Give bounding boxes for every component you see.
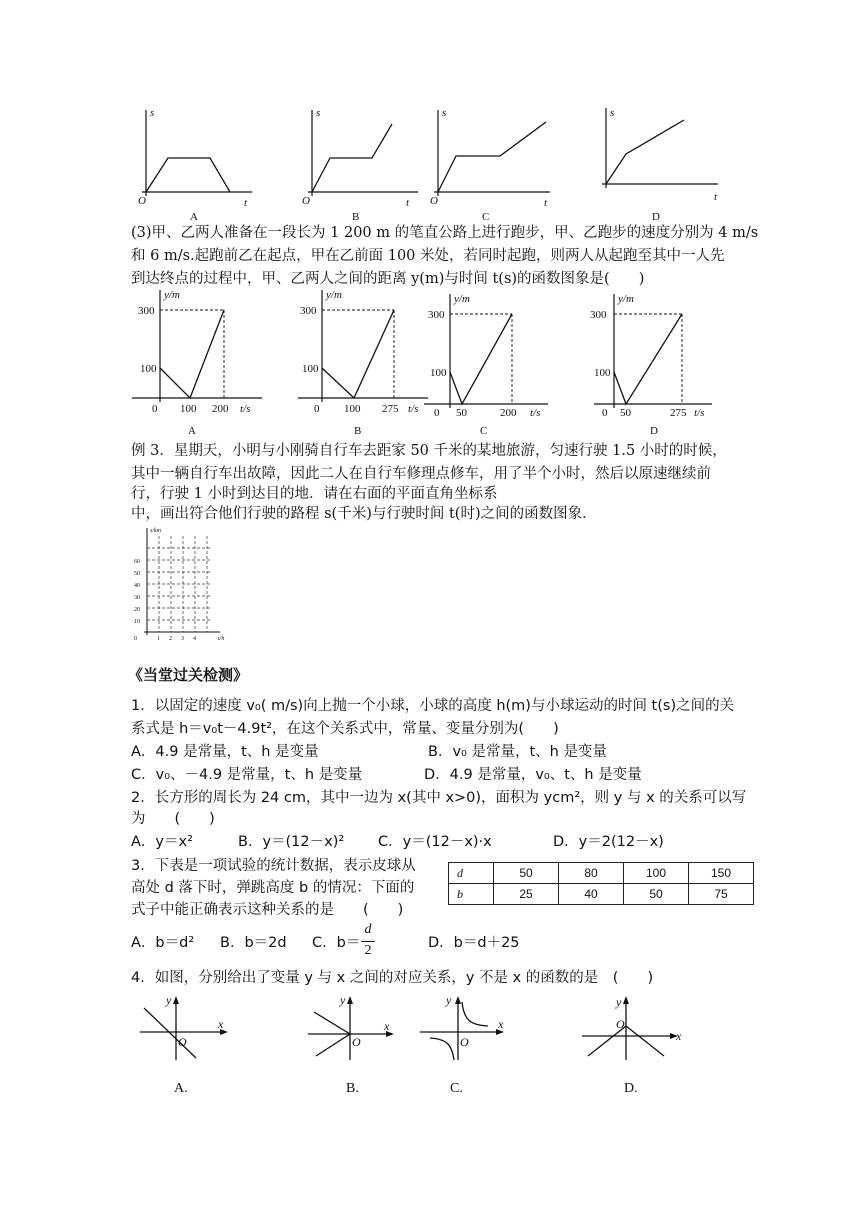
graph-2d [590,292,734,442]
tick-300: 300 [300,305,317,317]
grid-ytick: 20 [134,607,140,613]
tick-x1: 100 [344,403,361,415]
graph-label-d: D. [624,1081,638,1096]
grid-xtick: 4 [193,636,196,642]
grid-ytick: 10 [134,619,140,625]
ex3-line-4: 中，画出符合他们行驶的路程 s(千米)与行驶时间 t(时)之间的函数图象． [131,506,597,522]
table-cell: 50 [624,884,689,905]
tick-100: 100 [140,363,157,375]
p2-option-d: D．y＝2(12－x) [553,834,664,850]
axis-y-label: y/m [326,289,342,301]
tick-x2: 200 [212,403,229,415]
data-table [448,862,754,905]
graph-label-b: B. [346,1081,359,1096]
origin-label: O [352,1035,361,1049]
graph-2c [424,292,564,442]
fraction-denominator: 2 [364,943,372,958]
grid-xtick: 3 [181,636,184,642]
graph-4b [306,994,406,1098]
grid-ytick: 40 [134,583,140,589]
axis-t-label: t [714,191,718,203]
p3-line-3: 式子中能正确表示这种关系的是 ( ) [131,902,404,918]
tick-300: 300 [590,309,607,321]
tick-0: 0 [314,403,320,415]
ex3-line-3: 行，行驶 1 小时到达目的地．请在右面的平面直角坐标系 [131,486,498,502]
grid-xtick: 2 [169,636,172,642]
axis-x-label: t/s [240,403,251,415]
grid-x-label: t/h [218,636,225,642]
graph-2a [130,288,270,442]
axis-x-label: t/s [530,407,541,419]
table-cell: 25 [494,884,559,905]
table-cell: 40 [559,884,624,905]
graph-label-b: B [352,211,360,223]
p1-option-d: D．4.9 是常量，v₀、t、h 是变量 [424,767,642,783]
grid-y-label: s/km [150,528,161,534]
axis-y-label: y [166,993,172,1007]
tick-0: 0 [152,403,158,415]
table-cell: 75 [689,884,754,905]
axis-x-label: x [384,1019,390,1033]
section-title: 《当堂过关检测》 [128,666,249,684]
graph-1c [428,104,558,228]
p1-line-1: 1．以固定的速度 v₀( m/s)向上抛一个小球，小球的高度 h(m)与小球运动的时间 t(s)之间的关 [131,698,735,714]
grid-ytick: 60 [134,559,140,565]
tick-x2: 275 [670,407,687,419]
axis-t-label: t [244,197,248,209]
axis-t-label: t [544,197,548,209]
q3-line-2: 和 6 m/s.起跑前乙在起点，甲在乙前面 100 米处，若同时起跑，则两人从起跑至其中一人先 [131,248,725,264]
graph-label-c: C [480,425,488,437]
table-row-head: d [449,863,494,884]
tick-x1: 100 [180,403,197,415]
origin-label: O [138,195,146,207]
graph-4c [418,994,518,1098]
axis-t-label: t [406,197,410,209]
tick-0: 0 [602,407,608,419]
table-row [449,863,754,884]
origin-label: O [302,195,310,207]
axis-y-label: y [446,993,452,1007]
graph-1d [596,104,726,228]
p3-line-2: 高处 d 落下时，弹跳高度 b 的情况：下面的 [131,880,415,896]
blank-grid [130,524,240,644]
axis-x-label: x [498,1017,504,1031]
table-row-head: b [449,884,494,905]
q3-line-1: (3)甲、乙两人准备在一段长为 1 200 m 的笔直公路上进行跑步，甲、乙跑步的速度分别为 4 m/s [131,225,759,241]
graph-1a [130,104,260,228]
tick-300: 300 [428,309,445,321]
p4-line-1: 4．如图，分别给出了变量 y 与 x 之间的对应关系，y 不是 x 的函数的是 ( ) [131,970,654,986]
axis-y-label: y/m [454,293,470,305]
p1-option-c: C．v₀、－4.9 是常量，t、h 是变量 [131,767,363,783]
origin-label: O [178,1035,187,1049]
grid-xtick: 1 [157,636,160,642]
graph-label-c: C. [450,1081,463,1096]
tick-x1: 50 [620,407,631,419]
p3-option-a: A．b＝d² [131,935,195,951]
tick-100: 100 [594,367,611,379]
axis-x-label: t/s [694,407,705,419]
p2-option-c: C．y＝(12－x)·x [378,834,492,850]
axis-y-label: y [340,993,346,1007]
table-row [449,884,754,905]
p1-line-2: 系式是 h＝v₀t－4.9t²，在这个关系式中，常量、变量分别为( ) [131,721,559,737]
graph-label-c: C [482,211,490,223]
axis-s-label: s [150,107,155,119]
origin-label: O [460,1035,469,1049]
axis-x-label: x [676,1029,682,1043]
ex3-line-2: 其中一辆自行车出故障，因此二人在自行车修理点修车，用了半个小时，然后以原速继续前 [131,466,711,482]
p3-line-1: 3．下表是一项试验的统计数据，表示皮球从 [131,858,416,874]
p2-option-b: B．y＝(12－x)² [238,834,345,850]
p3-option-b: B．b＝2d [220,935,287,951]
axis-y-label: y/m [164,289,180,301]
axis-y-label: y [616,995,622,1009]
origin-label: O [430,195,438,207]
origin-label: O [616,1017,625,1031]
p2-line-2: 为 ( ) [131,811,215,827]
tick-100: 100 [302,363,319,375]
axis-s-label: s [442,107,447,119]
p2-option-a: A．y＝x² [131,834,193,850]
axis-x-label: x [218,1017,224,1031]
grid-ytick: 30 [134,595,140,601]
tick-300: 300 [138,305,155,317]
p2-line-1: 2．长方形的周长为 24 cm，其中一边为 x(其中 x>0)，面积为 ycm²，则 y 与 x 的关系可以写 [131,790,747,806]
graph-label-d: D [652,211,660,223]
p3-option-d: D．b＝d＋25 [428,935,520,951]
axis-s-label: s [610,107,615,119]
graph-label-a: A [190,211,198,223]
tick-x2: 275 [382,403,399,415]
graph-label-a: A [188,425,196,437]
graph-1b [296,104,426,228]
axis-s-label: s [316,107,321,119]
ex3-line-1: 例 3．星期天，小明与小刚骑自行车去距家 50 千米的某地旅游，匀速行驶 1.5 小时的时候， [131,443,727,459]
q3-line-3: 到达终点的过程中，甲、乙两人之间的距离 y(m)与时间 t(s)的函数图象是( ) [131,271,645,287]
graph-label-a: A. [174,1081,188,1096]
graph-label-d: D [650,425,658,437]
table-cell: 80 [559,863,624,884]
p3-option-c: C．b＝ [312,935,361,951]
fraction-bar [361,941,375,942]
graph-4a [140,994,240,1098]
tick-x1: 50 [456,407,467,419]
table-cell: 150 [689,863,754,884]
p1-option-b: B．v₀ 是常量，t、h 是变量 [428,744,607,760]
tick-0: 0 [434,407,440,419]
graph-2b [296,288,436,442]
axis-y-label: y/m [618,293,634,305]
tick-100: 100 [430,367,447,379]
tick-x2: 200 [500,407,517,419]
fraction-numerator: d [364,922,372,937]
axis-x-label: t/s [408,403,419,415]
grid-zero: 0 [134,636,137,642]
graph-label-b: B [354,425,362,437]
grid-ytick: 50 [134,571,140,577]
p1-option-a: A．4.9 是常量，t、h 是变量 [131,744,319,760]
table-cell: 50 [494,863,559,884]
graph-4d [580,994,690,1098]
table-cell: 100 [624,863,689,884]
